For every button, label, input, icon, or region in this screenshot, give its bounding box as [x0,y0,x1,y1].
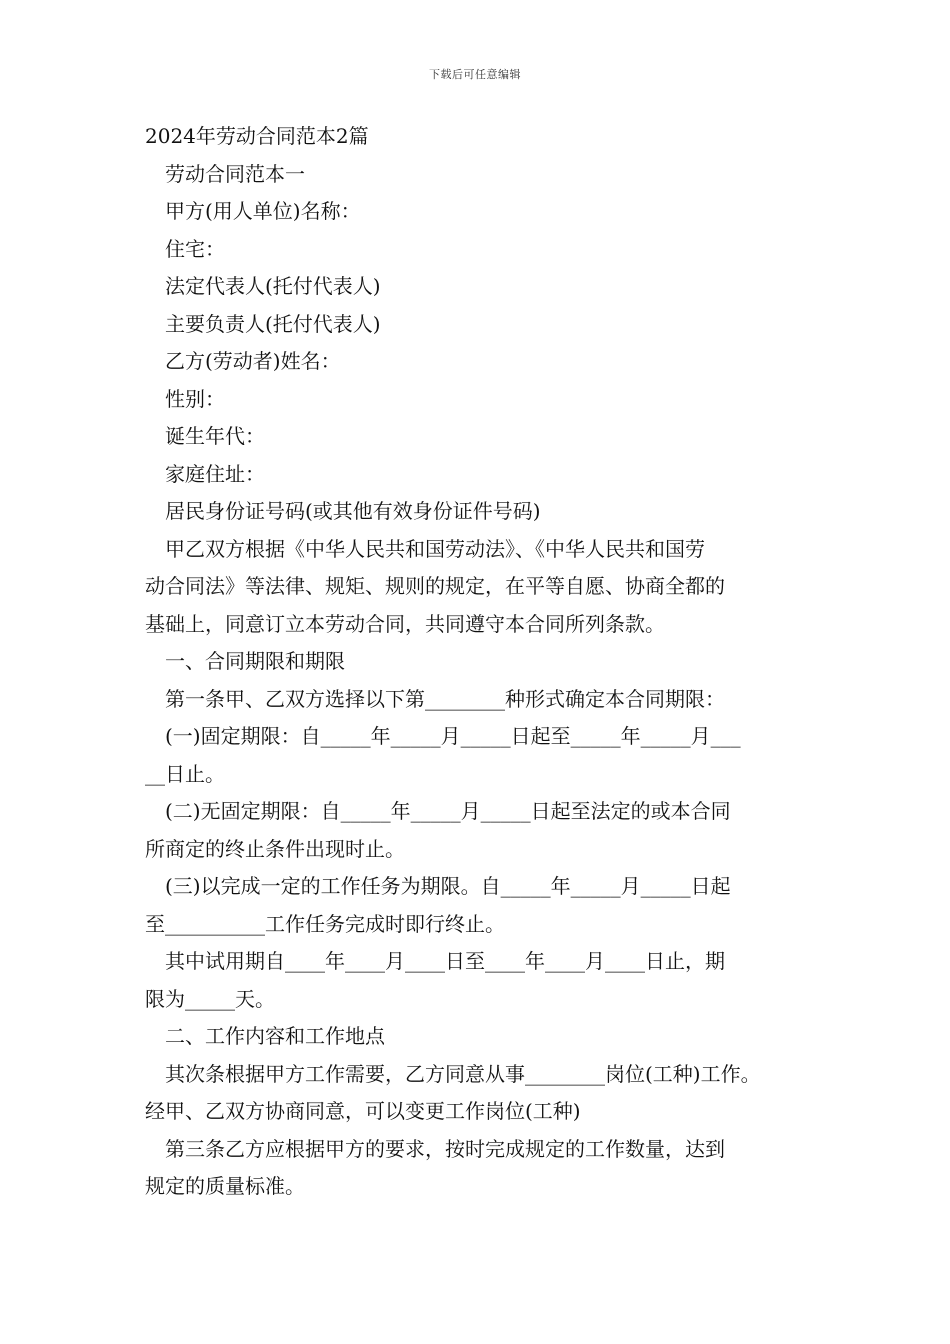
text-line: (三)以完成一定的工作任务为期限。自_____年_____月_____日起 [165,874,731,898]
text-line: 基础上，同意订立本劳动合同，共同遵守本合同所列条款。 [145,611,665,636]
text-line: 性别： [165,386,225,411]
text-line: 动合同法》等法律、规矩、规则的规定，在平等自愿、协商全都的 [145,574,725,598]
text-line: 诞生年代： [165,424,265,448]
text-line: 乙方(劳动者)姓名： [165,349,341,373]
text-line: (一)固定期限：自_____年_____月_____日起至_____年_____月___ [165,724,741,748]
text-line: 第三条乙方应根据甲方的要求，按时完成规定的工作数量，达到 [165,1136,725,1161]
text-line: 居民身份证号码(或其他有效身份证件号码) [165,499,541,523]
document-lines [145,156,809,1206]
text-line: (二)无固定期限：自_____年_____月_____日起至法定的或本合同 [165,799,731,823]
text-line: 经甲、乙双方协商同意，可以变更工作岗位(工种) [145,1099,581,1123]
text-line: 主要负责人(托付代表人) [165,311,381,336]
text-line: 法定代表人(托付代表人) [165,274,381,298]
text-line: 所商定的终止条件出现时止。 [145,836,405,861]
text-line: 住宅： [165,236,225,261]
text-line: 限为_____天。 [145,986,275,1011]
document-body [145,118,809,1206]
text-line: 家庭住址： [165,461,265,486]
text-line: 甲乙双方根据《中华人民共和国劳动法》、《中华人民共和国劳 [165,536,705,561]
text-line: __日止。 [145,761,225,786]
text-line: 一、合同期限和期限 [165,649,345,673]
header-note: 下载后可任意编辑 [429,68,521,81]
text-line: 规定的质量标准。 [145,1174,305,1198]
text-line: 其次条根据甲方工作需要，乙方同意从事________岗位(工种)工作。 [165,1061,761,1086]
text-line: 劳动合同范本一 [165,161,305,186]
text-line: 甲方(用人单位)名称： [165,199,361,223]
document-title: 2024年劳动合同范本2篇 [145,124,369,148]
text-line: 第一条甲、乙双方选择以下第________种形式确定本合同期限： [165,686,725,711]
text-line: 其中试用期自____年____月____日至____年____月____日止，期 [165,949,725,973]
text-line: 二、工作内容和工作地点 [165,1024,385,1048]
text-line: 至__________工作任务完成时即行终止。 [145,911,505,936]
